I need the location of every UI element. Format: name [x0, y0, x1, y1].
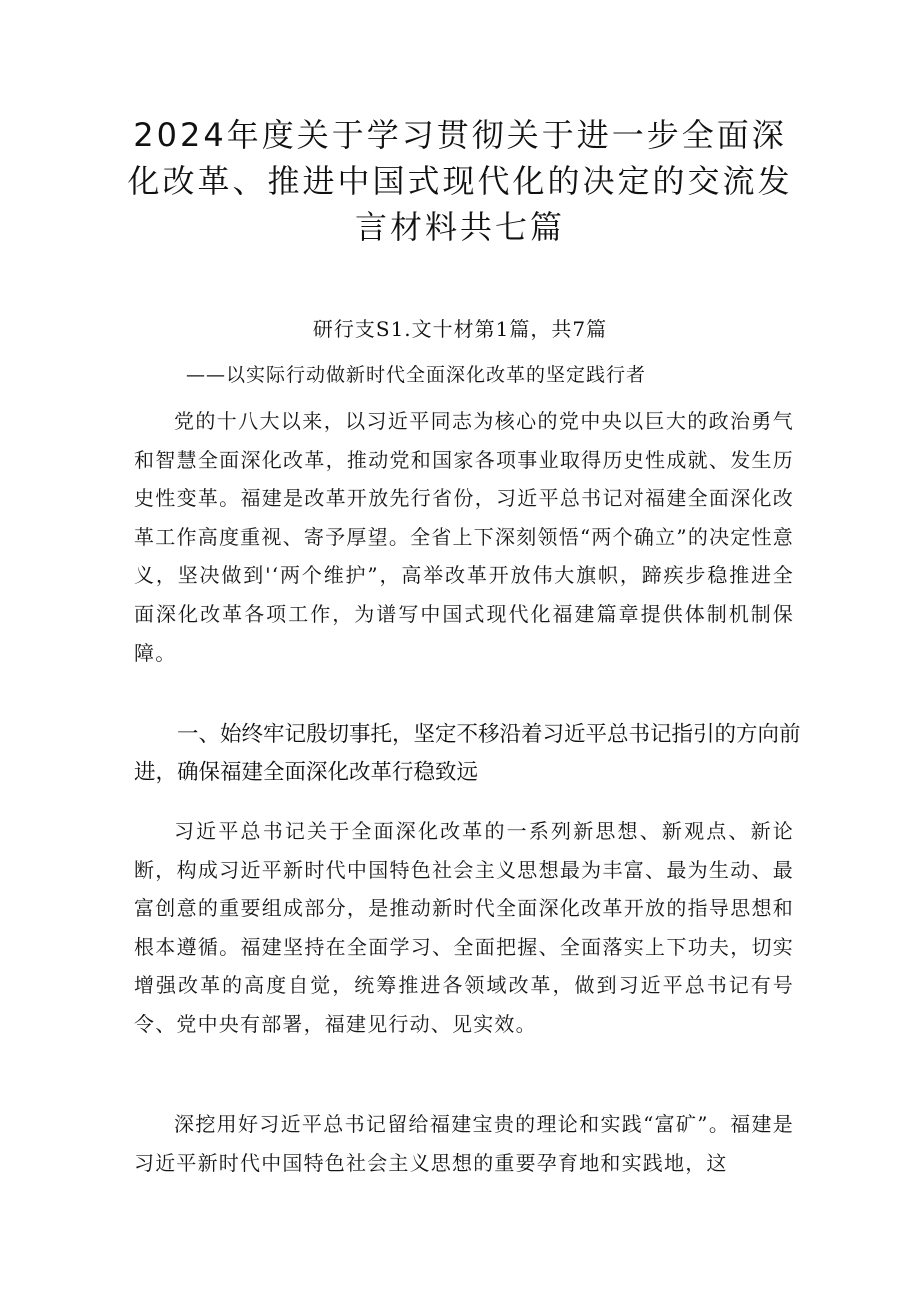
- intro-paragraph: 党的十八大以来，以习近平同志为核心的党中央以巨大的政治勇气和智慧全面深化改革，推动党和国家各项事业取得历史性成就、发生历史性变革。福建是改革开放先行省份，习近平总书记对福建全面深化改革工作高度重视、寄予厚望。全省上下深刻领悟“两个确立”的决定性意义，坚决做到'‘两个维护”，高举改革开放伟大旗帜，蹄疾步稳推进全面深化改革各项工作，为谱写中国式现代化福建篇章提供体制机制保障。: [134, 409, 794, 665]
- article-subtitle: 研行支S1.文十材第1篇，共7篇: [312, 317, 608, 341]
- document-title: [120, 112, 800, 250]
- section-paragraph-1: 习近平总书记关于全面深化改革的一系列新思想、新观点、新论断，构成习近平新时代中国特色社会主义思想最为丰富、最为生动、最富创意的重要组成部分，是推动新时代全面深化改革开放的指导思想和根本遵循。福建坚持在全面学习、全面把握、全面落实上下功夫，切实增强改革的高度自觉，统筹推进各领域改革，做到习近平总书记有号令、党中央有部署，福建见行动、见实效。: [134, 819, 794, 1036]
- section-heading: 一、始终牢记殷切事托，坚定不移沿着习近平总书记指引的方向前进，确保福建全面深化改革行稳致远: [134, 722, 801, 785]
- title-line-2: 化改革、推进中国式现代化的决定的交流发: [127, 162, 793, 200]
- title-line-3: 言材料共七篇: [354, 208, 565, 246]
- article-theme: ——以实际行动做新时代全面深化改革的坚定践行者: [186, 364, 647, 386]
- title-line-1: 2024年度关于学习贯彻关于进一步全面深: [133, 116, 787, 154]
- section-paragraph-2: 深挖用好习近平总书记留给福建宝贵的理论和实践“富矿”。福建是习近平新时代中国特色社会主义思想的重要孕育地和实践地，这: [134, 1112, 794, 1175]
